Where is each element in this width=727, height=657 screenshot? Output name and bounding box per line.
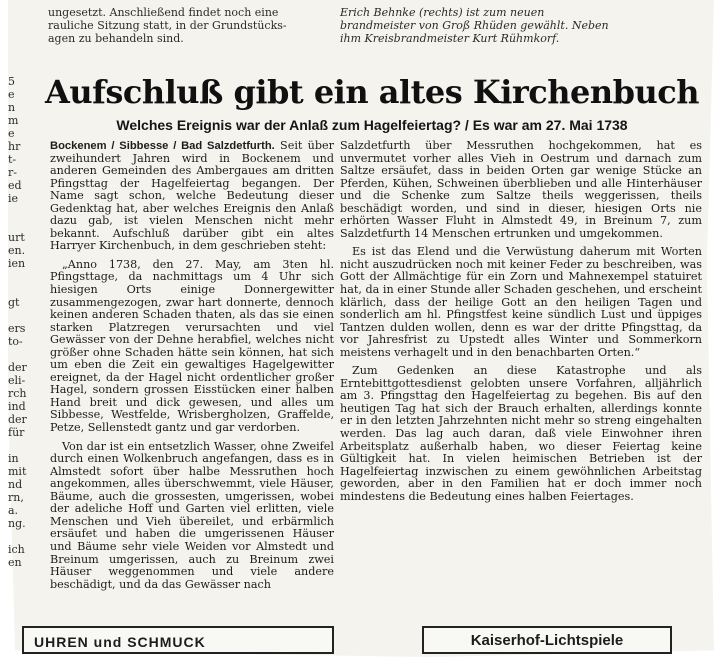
margin-fragment: hr [8,140,21,153]
advertisement-jewelry: UHREN und SCHMUCK [22,626,334,654]
margin-fragment: in [8,452,19,465]
margin-fragment [8,530,32,543]
margin-fragment: gt [8,296,20,309]
advertisement-cinema: Kaiserhof-Lichtspiele [422,626,672,654]
margin-fragment: ien [8,257,26,270]
caption-line: ihm Kreisbrandmeister Kurt Rühmkorf. [340,32,560,45]
margin-fragment: mit [8,465,27,478]
margin-fragment: ie [8,192,19,205]
margin-fragment: ich [8,543,25,556]
margin-fragment: r- [8,166,17,179]
margin-fragment: t- [8,153,17,166]
margin-fragment [8,439,32,452]
margin-fragment [8,309,32,322]
article-column-right [340,140,702,509]
left-column-fragments [8,75,32,569]
caption-line: brandmeister von Groß Rhüden gewählt. Neben [340,19,609,32]
margin-fragment: urt [8,231,25,244]
margin-fragment [8,205,32,218]
margin-fragment: rch [8,387,27,400]
photo-caption [340,6,700,45]
margin-fragment: e [8,127,15,140]
margin-fragment: en. [8,244,26,257]
article-paragraph: Von dar ist ein entsetzlich Wasser, ohne Zweifel durch einen Wolkenbruch angefangen, dass es in Almstedt sofort über halbe Messruthen hoch angekommen, alles überschwemmt, viele Häuser, Bäume, auch die grossesten, umgerissen, wobei der adeliche Hoff und Garten viel erlitten, viele Menschen und Vieh übereilet, und erbärmlich ersäufet und haben die umgerissenen Häuser und Bäume sehr viele Weiden vor Almstedt und Breinum umgerissen, auch zu Breinum zwei Häuser weggenommen und viele andere beschädigt, und da das Gewässer nach [50,439,334,591]
text-line: ungesetzt. Anschließend findet noch eine [48,6,279,19]
margin-fragment [8,218,32,231]
previous-article-tail [48,6,333,45]
margin-fragment: der [8,361,27,374]
margin-fragment: ind [8,400,26,413]
margin-fragment: der [8,413,27,426]
margin-fragment: ed [8,179,22,192]
margin-fragment: nd [8,478,23,491]
caption-line: Erich Behnke (rechts) ist zum neuen [340,6,545,19]
margin-fragment: m [8,114,19,127]
margin-fragment: e [8,88,15,101]
margin-fragment [8,270,32,283]
text-line: agen zu behandeln sind. [48,32,184,45]
margin-fragment: rn, [8,491,24,504]
margin-fragment: für [8,426,25,439]
article-paragraph: Salzdetfurth über Messruthen hochgekommen, hat es unvermutet vorher alles Vieh in Oestrum und darnach zum Saltze ersäufet, dass in beiden Orten gar wenige Stücke an Pferden, Kühen, Schweinen überblieben und alle Hinterhäuser und die Schenke zum Saltze theils weggerissen, theils beschädigt worden, und sind in dieser, hiesigen Orts nie erhörten Wasser Fluht in Almstedt 49, in Breinum 7, zum Salzdetfurth 14 Menschen ertrunken und umgekommen. [340,139,702,240]
subheadline: Welches Ereignis war der Anlaß zum Hagelfeiertag? / Es war am 27. Mai 1738 [116,117,628,133]
margin-fragment [8,348,32,361]
margin-fragment: ers [8,322,26,335]
margin-fragment: eli- [8,374,26,387]
article-column-left [50,140,334,597]
margin-fragment: ng. [8,517,26,530]
article-paragraph [50,140,334,253]
margin-fragment: n [8,101,16,114]
text-line: rauliche Sitzung statt, in der Grundstücks- [48,19,287,32]
article-paragraph: „Anno 1738, den 27. May, am 3ten hl. Pfingsttage, da nachmittags um 4 Uhr sich hiesigen Orts einige Donnergewitter zusammengezogen, zwar hart donnerte, dennoch keinen anderen Schaden thaten, als das sie einen starken Platzregen verursachten und viel Gewässer von der Dehne herabfiel, welches nicht größer ohne Schaden hätte sein können, hat sich um eben die Zeit ein gewaltiges Hagelgewitter ereignet, da der Hagel nicht ordentlicher großer Hagel, sondern grossen Eisstücken einer halben Hand breit und dick gewesen, und alles um Sibbesse, Westfelde, Wrisbergholzen, Graffelde, Petze, Sellenstedt gantz und gar verdorben. [50,257,334,435]
margin-fragment: en [8,556,22,569]
paragraph-text: Seit über zweihundert Jahren wird in Bockenem und anderen Gemeinden des Ambergaues am dritten Pfingsttag der Hagelfeiertag begangen. Der Name sagt schon, welche Bedeutung dieser Gedenktag hat, aber welches Ereignis den Anlaß dazu gab, ist vielen Menschen nicht mehr bekannt. Aufschluß darüber gibt ein altes Harryer Kirchenbuch, in dem geschrieben steht: [50,139,334,253]
headline: Aufschluß gibt ein altes Kirchenbuch [44,73,700,111]
margin-fragment: a. [8,504,19,517]
margin-fragment: 5 [8,75,15,88]
article-paragraph: Zum Gedenken an diese Katastrophe und als Erntebittgottesdienst gelobten unsere Vorfahren, alljährlich am 3. Pfingsttag den Hagelfeiertag zu begehen. Bis auf den heutigen Tag hat sich der Brauch erhalten, allerdings konnte er in den letzten Jahrzehnten nicht mehr so streng eingehalten werden. Das lag auch daran, daß viele Einwohner ihren Arbeitsplatz außerhalb haben, wo dieser Feiertag keine Gültigkeit hat. In vielen heimischen Betrieben ist der Hagelfeiertag inzwischen zu einem gewöhnlichen Arbeitstag geworden, aber in den Familien hat er doch immer noch mindestens die Bedeutung eines halben Feiertages. [340,364,702,503]
margin-fragment [8,283,32,296]
article-paragraph: Es ist das Elend und die Verwüstung daherum mit Worten nicht auszudrücken noch mit keiner Feder zu beschreiben, was Gott der Allmächtige für ein Zorn und Mahnexempel statuiret hat, da in einer Stunde aller Schaden geschehen, und erscheint klärlich, dass der heilige Gott an den heiligen Tagen und sonderlich am hl. Pfingstfest keine sündlich Lust und üppiges Tantzen dulden wollen, denn es war der dritte Pfingsttag, da vor Jahresfrist zu Upstedt alles Winter und Sommerkorn meistens verhagelt und in den benachbarten Orten.“ [340,245,702,359]
dateline: Bockenem / Sibbesse / Bad Salzdetfurth. [50,140,275,152]
margin-fragment: to- [8,335,23,348]
